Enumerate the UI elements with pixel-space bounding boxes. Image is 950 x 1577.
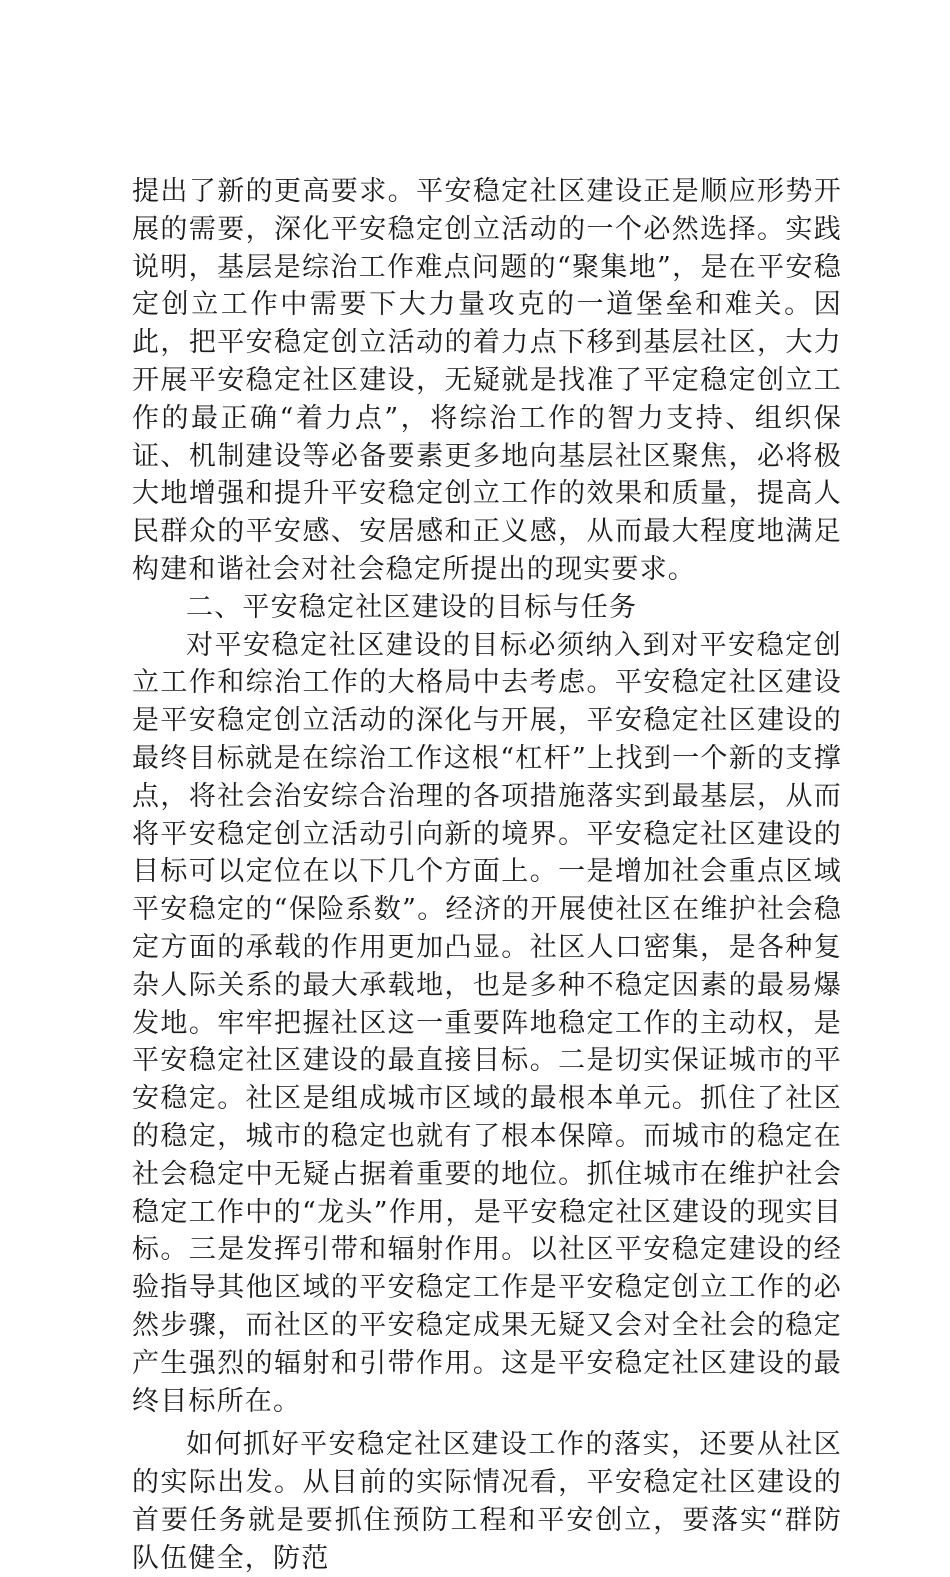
paragraph-tasks: 如何抓好平安稳定社区建设工作的落实，还要从社区的实际出发。从目前的实际情况看，平安稳定社区建设的首要任务就是要抓住预防工程和平安创立，要落实“群防队伍健全，防范 (132, 1429, 842, 1574)
document-body (132, 173, 842, 1577)
section-heading: 二、平安稳定社区建设的目标与任务 (186, 591, 638, 623)
paragraph-goals: 对平安稳定社区建设的目标必须纳入到对平安稳定创立工作和综治工作的大格局中去考虑。平安稳定社区建设是平安稳定创立活动的深化与开展，平安稳定社区建设的最终目标就是在综治工作这根“杠杆”上找到一个新的支撑点，将社会治安综合治理的各项措施落实到最基层，从而将平安稳定创立活动引向新的境界。平安稳定社区建设的目标可以定位在以下几个方面上。一是增加社会重点区域平安稳定的“保险系数”。经济的开展使社区在维护社会稳定方面的承载的作用更加凸显。社区人口密集，是各种复杂人际关系的最大承载地，也是多种不稳定因素的最易爆发地。牢牢把握社区这一重要阵地稳定工作的主动权，是平安稳定社区建设的最直接目标。二是切实保证城市的平安稳定。社区是组成城市区域的最根本单元。抓住了社区的稳定，城市的稳定也就有了根本保障。而城市的稳定在社会稳定中无疑占据着重要的地位。抓住城市在维护社会稳定工作中的“龙头”作用，是平安稳定社区建设的现实目标。三是发挥引带和辐射作用。以社区平安稳定建设的经验指导其他区域的平安稳定工作是平安稳定创立工作的必然步骤，而社区的平安稳定成果无疑又会对全社会的稳定产生强烈的辐射和引带作用。这是平安稳定社区建设的最终目标所在。 (132, 629, 842, 1417)
paragraph-continuation: 提出了新的更高要求。平安稳定社区建设正是顺应形势开展的需要，深化平安稳定创立活动的一个必然选择。实践说明，基层是综治工作难点问题的“聚集地”，是在平安稳定创立工作中需要下大力量攻克的一道堡垒和难关。因此，把平安稳定创立活动的着力点下移到基层社区，大力开展平安稳定社区建设，无疑就是找准了平定稳定创立工作的最正确“着力点”，将综治工作的智力支持、组织保证、机制建设等必备要素更多地向基层社区聚焦，必将极大地增强和提升平安稳定创立工作的效果和质量，提高人民群众的平安感、安居感和正义感，从而最大程度地满足构建和谐社会对社会稳定所提出的现实要求。 (132, 176, 842, 585)
